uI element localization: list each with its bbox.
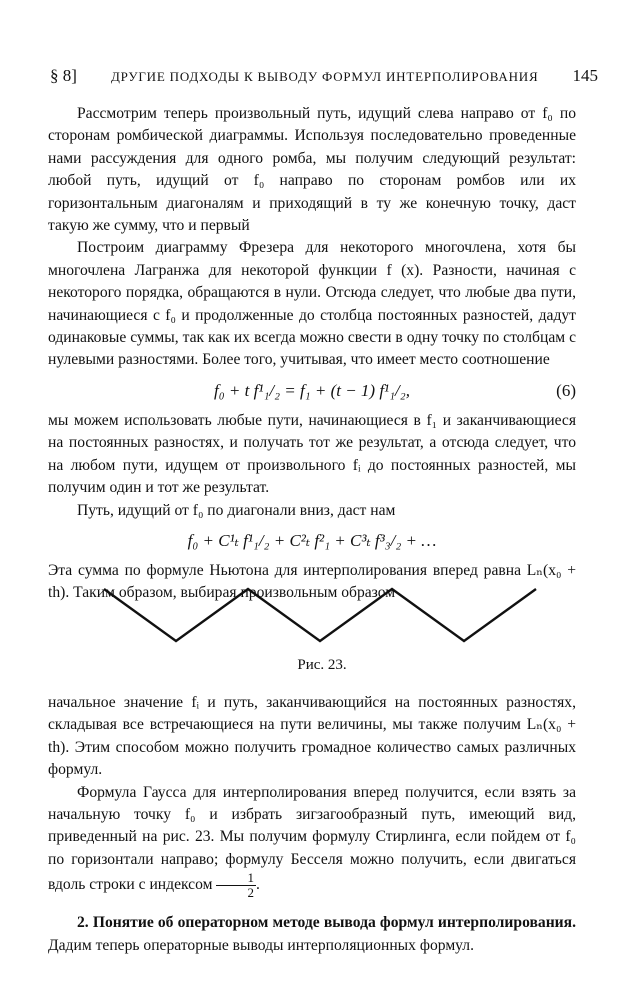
figure-23-zigzag: [100, 585, 540, 645]
equation-6-body: f₀ + t f¹₁/₂ = f₁ + (t − 1) f¹₁/₂,: [214, 380, 410, 400]
equation-series: [48, 522, 576, 560]
paragraph-2: Построим диаграмму Фрезера для некоторого многочлена, хотя бы многочлена Лагранжа для некоторой функции f (x). Разности, начиная с некоторого порядка, обращаются в нули. Отсюда следует, что любые два пути, начинающиеся с f₀ и продолженные до столбца постоянных разностей, дадут одинаковые суммы, так как их всегда можно свести в одну точку по столбцам с нулевыми разностями. Более того, учитывая, что имеет место соотношение: [48, 239, 576, 369]
section-ref: § 8]: [50, 66, 77, 85]
paragraph-5: Эта сумма по формуле Ньютона для интерполирования вперед равна Lₙ(x₀ + th). Таким образом, выбирая произвольным образом: [48, 561, 576, 602]
paragraph-4: Путь, идущий от f₀ по диагонали вниз, даст нам: [77, 501, 396, 519]
paragraph-8-text: Дадим теперь операторные выводы интерполяционных формул.: [48, 936, 474, 954]
fraction-numerator: 1: [216, 871, 256, 886]
figure-caption: Рис. 23.: [297, 657, 347, 673]
equation-series-body: f₀ + C¹ₜ f¹₁/₂ + C²ₜ f²₁ + C³ₜ f³₃/₂ + …: [187, 530, 437, 550]
page-number: 145: [572, 66, 598, 85]
text-block-top: [48, 103, 576, 605]
equation-6: [48, 372, 576, 410]
zigzag-path: [104, 589, 536, 641]
paragraph-7: [48, 782, 576, 901]
paragraph-3: мы можем использовать любые пути, начинающиеся в f₁ и заканчивающиеся на постоянных разностях, и получать тот же результат, а отсюда следует, что на любом пути, идущем от произвольного fᵢ до постоянных разностей, мы получим один и тот же результат.: [48, 411, 576, 497]
text-block-bottom: [48, 692, 576, 957]
equation-6-number: (6): [556, 380, 576, 400]
paragraph-8: [48, 912, 576, 957]
section-heading: 2. Понятие об операторном методе вывода формул интерполирования.: [77, 914, 576, 932]
paragraph-7-end: .: [255, 876, 260, 894]
fraction-one-half: [216, 871, 256, 900]
paragraph-6: начальное значение fᵢ и путь, заканчивающийся на постоянных разностях, складывая все встречающиеся на пути величины, мы также получим Lₙ(x₀ + th). Этим способом можно получить громадное количество самых различных формул.: [48, 694, 576, 779]
paragraph-1: Рассмотрим теперь произвольный путь, идущий слева направо от f₀ по сторонам ромбической диаграммы. Используя последовательно проведенные нами рассуждения для одного ромба, мы получим следующий результат: любой путь, идущий от f₀ направо по сторонам ромбов или их горизонтальным диагоналям и приходящий в ту же конечную точку, даст такую же сумму, что и первый: [48, 105, 576, 235]
paragraph-7-text: Формула Гаусса для интерполирования вперед получится, если взять за начальную точку f₀ и избрать зигзагообразный путь, имеющий вид, приведенный на рис. 23. Мы получим формулу Стирлинга, если пойдем от f₀ по горизонтали направо; формулу Бесселя можно получить, если двигаться вдоль строки с индексом: [48, 783, 576, 894]
running-header: [50, 66, 598, 92]
fraction-denominator: 2: [247, 885, 254, 901]
running-title: ДРУГИЕ ПОДХОДЫ К ВЫВОДУ ФОРМУЛ ИНТЕРПОЛИРОВАНИЯ: [110, 69, 539, 84]
